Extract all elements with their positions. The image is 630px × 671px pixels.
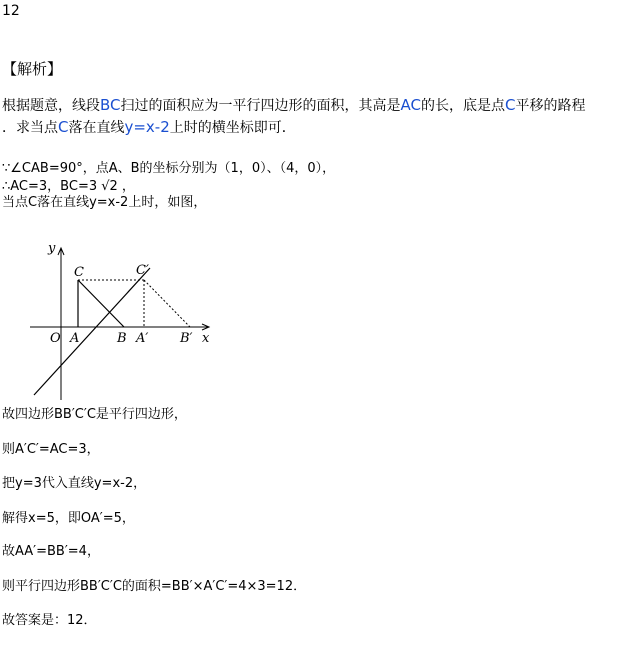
solution-heading: 【解析】: [2, 60, 63, 78]
derived-line: ∴AC=3，BC=3 √2 ，: [2, 179, 135, 194]
para1-bc: BC: [100, 96, 121, 114]
para1-c: C: [505, 96, 516, 114]
para1-ac: AC: [400, 96, 421, 114]
paragraph-2: [2, 118, 296, 137]
label-c: C: [74, 265, 84, 280]
coordinate-figure: [30, 240, 230, 400]
para2-text-1: ．求当点: [2, 120, 58, 136]
para2-text-2: 落在直线: [68, 120, 125, 136]
para2-text-3: 上时的横坐标即可．: [169, 120, 296, 136]
answer-top: 12: [2, 3, 20, 19]
step-5: 故AA′=BB′=4，: [2, 544, 100, 559]
step-1: 故四边形BB′C′C是平行四边形，: [2, 407, 187, 422]
given-line: ∵∠CAB=90°，点A、B的坐标分别为（1，0）、（4，0），: [2, 161, 336, 176]
step-2: 则A′C′=AC=3，: [2, 442, 100, 457]
condition-line: 当点C落在直线y=x-2上时，如图，: [2, 195, 207, 210]
label-a-prime: A′: [136, 331, 149, 346]
para2-eq: y=x-2: [124, 118, 170, 136]
para2-c: C: [58, 118, 69, 136]
step-7: 故答案是：12．: [2, 613, 97, 628]
label-b-prime: B′: [180, 331, 193, 346]
label-b: B: [117, 331, 127, 346]
para1-text-1: 根据题意，线段: [2, 98, 100, 114]
para1-text-2: 扫过的面积应为一平行四边形的面积，其高是: [120, 98, 401, 114]
step-4: 解得x=5，即OA′=5，: [2, 511, 135, 526]
label-c-prime: C′: [136, 263, 149, 278]
step-6: 则平行四边形BB′C′C的面积=BB′×A′C′=4×3=12．: [2, 579, 307, 594]
label-o: O: [50, 331, 61, 346]
label-y: y: [48, 241, 56, 256]
para1-text-3: 的长，底是点: [421, 98, 505, 114]
paragraph-1: [2, 96, 585, 115]
step-3: 把y=3代入直线y=x-2，: [2, 476, 147, 491]
para1-text-4: 平移的路程: [515, 98, 586, 114]
segment-b-prime-c-prime: [144, 280, 190, 327]
label-a: A: [70, 331, 80, 346]
label-x: x: [202, 331, 210, 346]
